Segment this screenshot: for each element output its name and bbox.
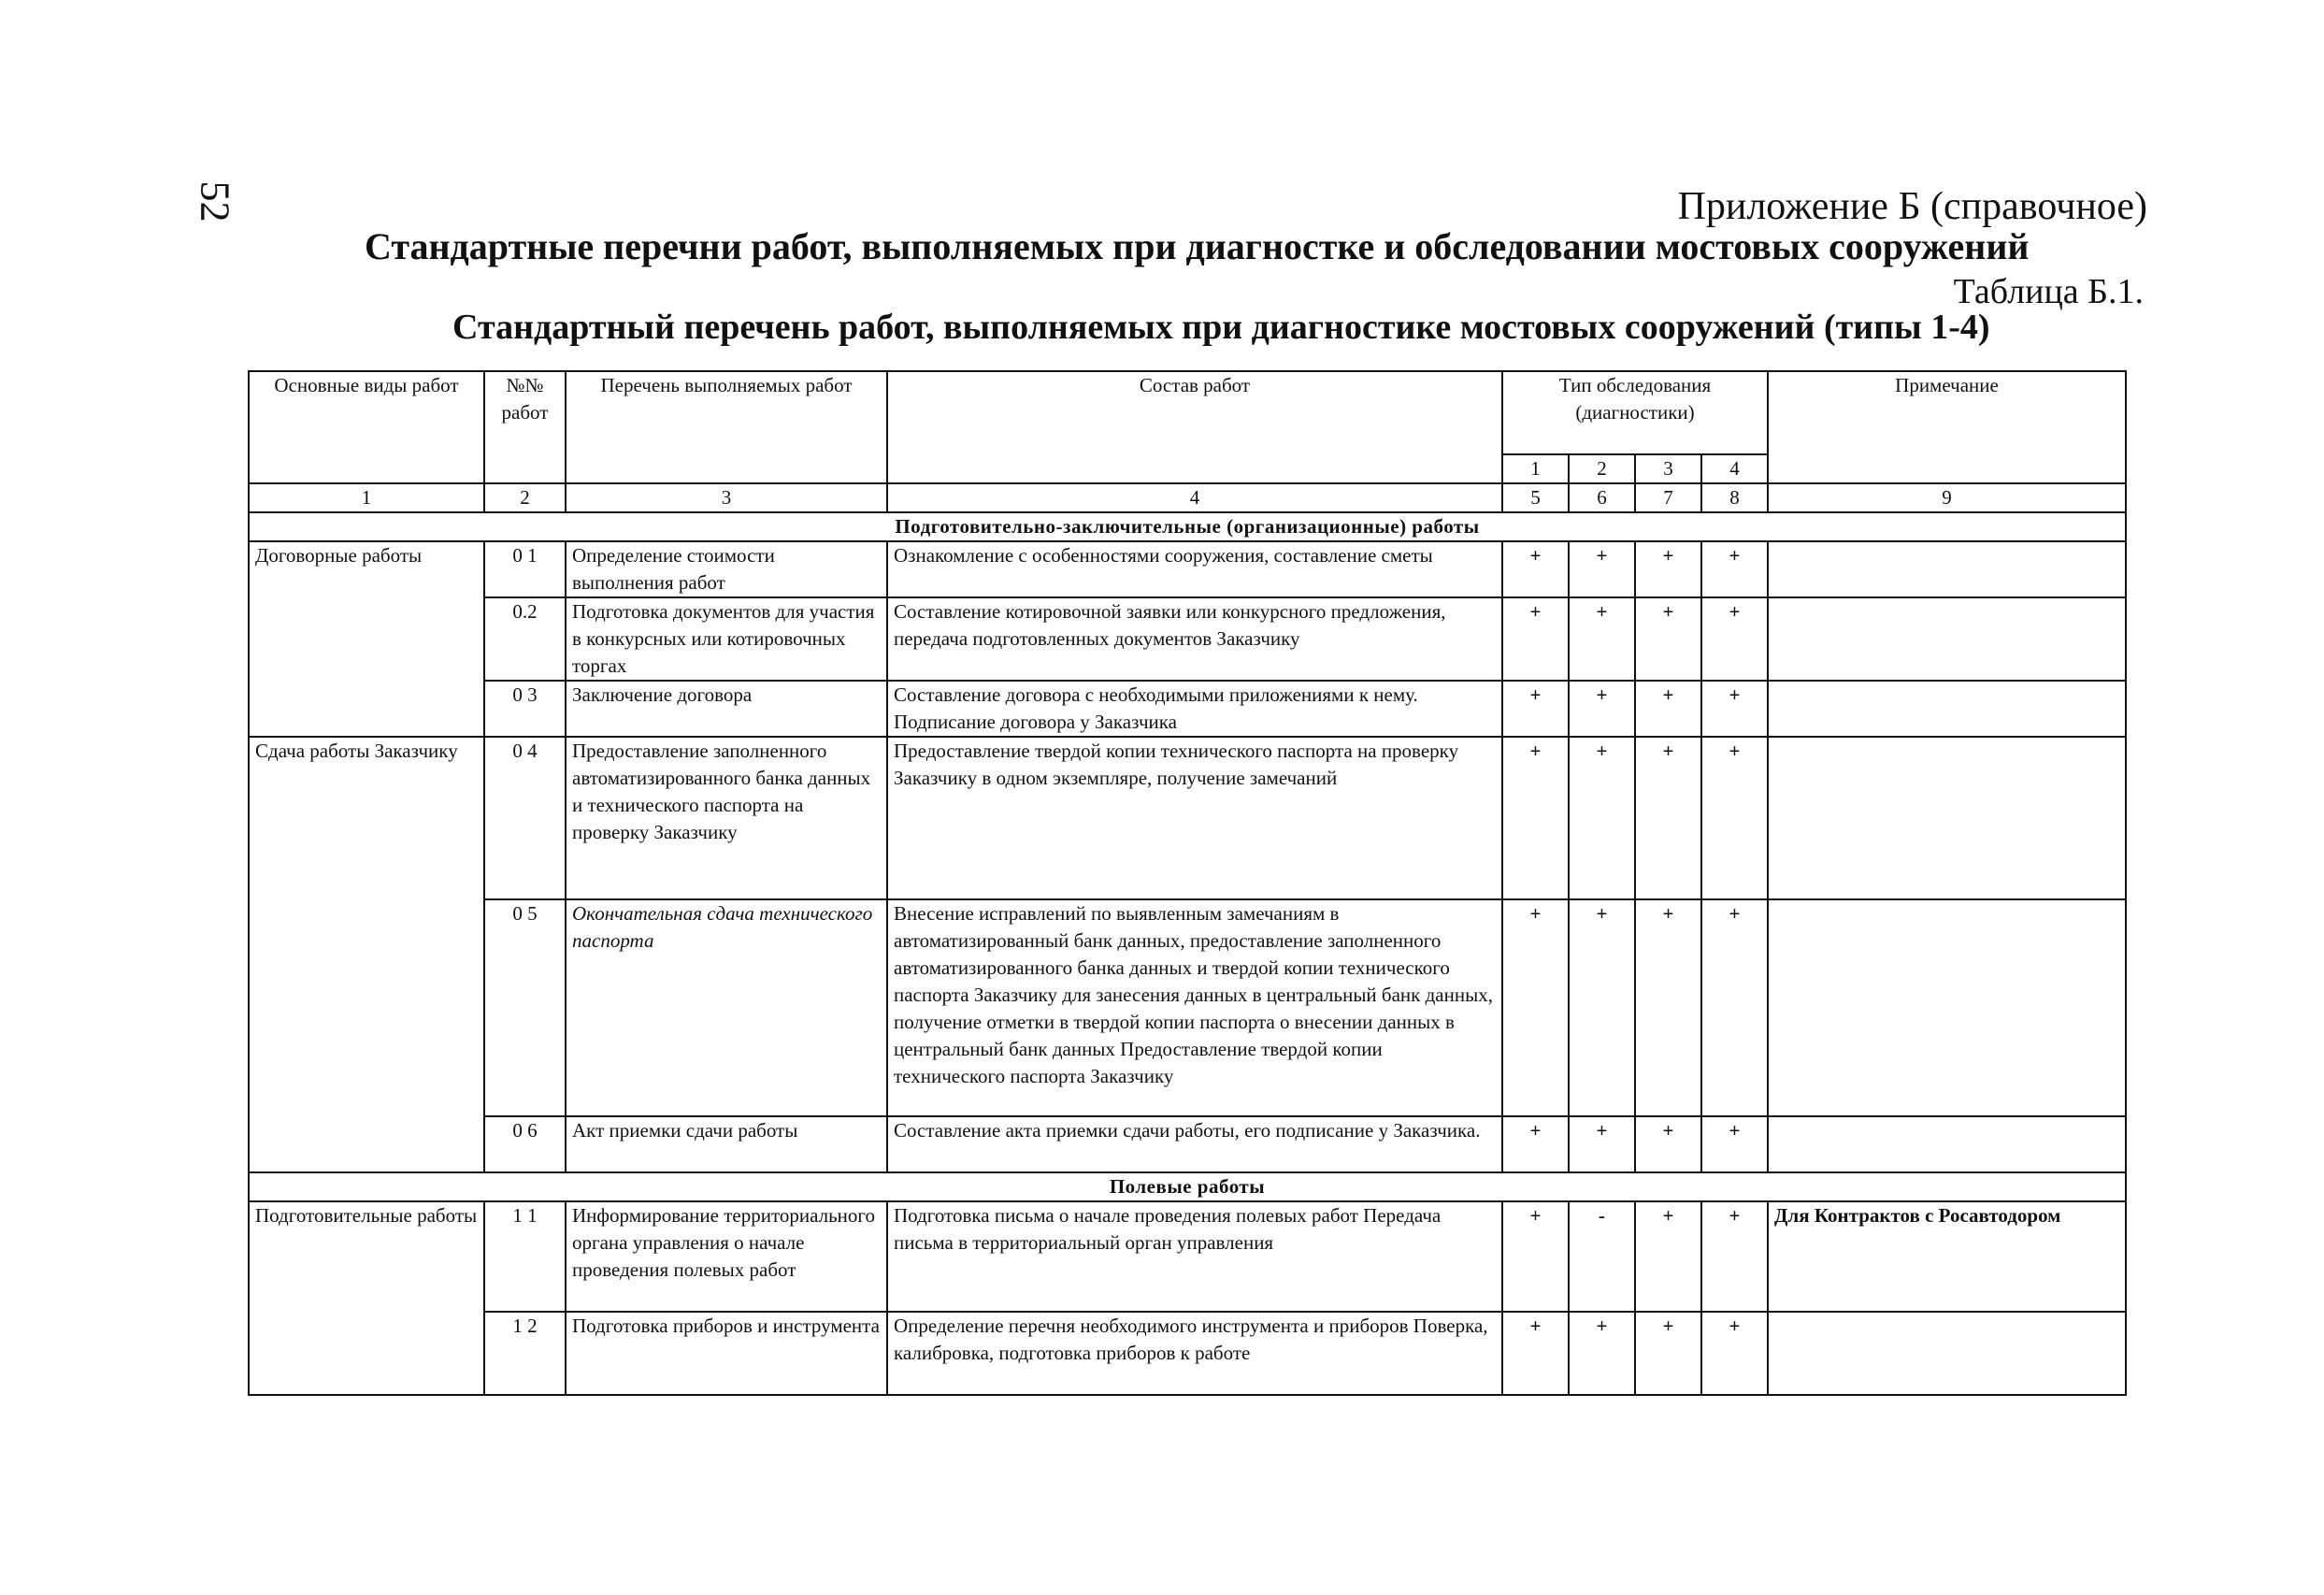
table-row <box>249 899 2126 1116</box>
work-item: Подготовка приборов и инструмента <box>566 1312 887 1395</box>
table-row <box>249 737 2126 899</box>
work-content: Составление договора с необходимыми приложениями к нему. Подписание договора у Заказчика <box>887 681 1502 737</box>
column-number: 5 <box>1502 483 1569 512</box>
type-mark: + <box>1502 597 1569 681</box>
type-mark: + <box>1569 541 1635 597</box>
work-number: 0 3 <box>484 681 566 737</box>
work-item: Информирование территориального органа управления о начале проведения полевых работ <box>566 1201 887 1312</box>
table-label: Таблица Б.1. <box>1953 272 2144 311</box>
header-work-numbers: №№ работ <box>484 371 566 483</box>
type-mark: + <box>1502 541 1569 597</box>
header-type-1: 1 <box>1502 454 1569 483</box>
work-note <box>1768 899 2126 1116</box>
header-work-content: Состав работ <box>887 371 1502 483</box>
type-mark: + <box>1569 597 1635 681</box>
table-row <box>249 1201 2126 1312</box>
work-number: 0 1 <box>484 541 566 597</box>
work-note <box>1768 1312 2126 1395</box>
type-mark: + <box>1635 737 1701 899</box>
type-mark: + <box>1701 899 1768 1116</box>
type-mark: + <box>1569 1312 1635 1395</box>
work-content: Определение перечня необходимого инструмента и приборов Поверка, калибровка, подготовка приборов к работе <box>887 1312 1502 1395</box>
work-group: Договорные работы <box>249 541 484 737</box>
type-mark: + <box>1635 1312 1701 1395</box>
type-mark: + <box>1701 681 1768 737</box>
section-title-field: Полевые работы <box>249 1172 2126 1201</box>
column-number: 3 <box>566 483 887 512</box>
column-number: 2 <box>484 483 566 512</box>
type-mark: + <box>1569 681 1635 737</box>
section-row <box>249 1172 2126 1201</box>
work-item: Предоставление заполненного автоматизированного банка данных и технического паспорта на проверку Заказчику <box>566 737 887 899</box>
work-note <box>1768 681 2126 737</box>
work-content: Подготовка письма о начале проведения полевых работ Передача письма в территориальный орган управления <box>887 1201 1502 1312</box>
table-row <box>249 597 2126 681</box>
header-type-3: 3 <box>1635 454 1701 483</box>
table-row <box>249 541 2126 597</box>
table-title: Стандартный перечень работ, выполняемых при диагностике мостовых сооружений (типы 1-4) <box>452 308 1990 347</box>
work-content: Составление котировочной заявки или конкурсного предложения, передача подготовленных документов Заказчику <box>887 597 1502 681</box>
type-mark: + <box>1502 899 1569 1116</box>
header-type-2: 2 <box>1569 454 1635 483</box>
work-number: 0 4 <box>484 737 566 899</box>
type-mark: + <box>1502 1201 1569 1312</box>
work-note <box>1768 1116 2126 1172</box>
column-number: 6 <box>1569 483 1635 512</box>
table-row <box>249 1312 2126 1395</box>
header-row <box>249 371 2126 454</box>
work-note <box>1768 737 2126 899</box>
work-content: Ознакомление с особенностями сооружения, составление сметы <box>887 541 1502 597</box>
work-content: Составление акта приемки сдачи работы, его подписание у Заказчика. <box>887 1116 1502 1172</box>
type-mark: + <box>1701 1116 1768 1172</box>
header-note: Примечание <box>1768 371 2126 483</box>
table-row <box>249 1116 2126 1172</box>
type-mark: + <box>1635 681 1701 737</box>
table-row <box>249 681 2126 737</box>
work-item: Определение стоимости выполнения работ <box>566 541 887 597</box>
work-number: 0 5 <box>484 899 566 1116</box>
section-title-organizational: Подготовительно-заключительные (организационные) работы <box>249 512 2126 541</box>
column-number: 4 <box>887 483 1502 512</box>
work-content: Предоставление твердой копии технического паспорта на проверку Заказчику в одном экземпляре, получение замечаний <box>887 737 1502 899</box>
header-main-types: Основные виды работ <box>249 371 484 483</box>
work-group: Сдача работы Заказчику <box>249 737 484 1172</box>
page-number: 52 <box>192 180 238 223</box>
type-mark: + <box>1635 899 1701 1116</box>
section-row <box>249 512 2126 541</box>
type-mark: + <box>1502 681 1569 737</box>
works-table <box>248 370 2127 1396</box>
type-mark: + <box>1701 541 1768 597</box>
work-item: Подготовка документов для участия в конкурсных или котировочных торгах <box>566 597 887 681</box>
work-item: Окончательная сдача технического паспорта <box>566 899 887 1116</box>
type-mark: + <box>1635 597 1701 681</box>
main-title: Стандартные перечни работ, выполняемых при диагностке и обследовании мостовых сооружений <box>365 225 2030 267</box>
work-number: 0.2 <box>484 597 566 681</box>
column-number: 9 <box>1768 483 2126 512</box>
type-mark: + <box>1635 541 1701 597</box>
type-mark: + <box>1502 737 1569 899</box>
appendix-label: Приложение Б (справочное) <box>1677 185 2147 228</box>
type-mark: + <box>1502 1312 1569 1395</box>
column-number: 1 <box>249 483 484 512</box>
column-number: 7 <box>1635 483 1701 512</box>
type-mark: + <box>1701 737 1768 899</box>
header-type-4: 4 <box>1701 454 1768 483</box>
type-mark: + <box>1701 597 1768 681</box>
type-mark: + <box>1635 1116 1701 1172</box>
type-mark: + <box>1569 899 1635 1116</box>
type-mark: + <box>1502 1116 1569 1172</box>
type-mark: + <box>1569 737 1635 899</box>
column-number: 8 <box>1701 483 1768 512</box>
header-work-list: Перечень выполняемых работ <box>566 371 887 483</box>
type-mark: + <box>1701 1201 1768 1312</box>
work-item: Заключение договора <box>566 681 887 737</box>
work-number: 0 6 <box>484 1116 566 1172</box>
type-mark: + <box>1701 1312 1768 1395</box>
work-item: Акт приемки сдачи работы <box>566 1116 887 1172</box>
type-mark: + <box>1635 1201 1701 1312</box>
work-note <box>1768 541 2126 597</box>
column-numbers-row <box>249 483 2126 512</box>
work-content: Внесение исправлений по выявленным замечаниям в автоматизированный банк данных, предоставление заполненного автоматизированного банка данных и твердой копии технического паспорта Заказчику для занесения данных в центральный банк данных, получение отметки в твердой копии паспорта о внесении данных в центральный банк данных Предоставление твердой копии технического паспорта Заказчику <box>887 899 1502 1116</box>
type-mark: + <box>1569 1116 1635 1172</box>
work-number: 1 1 <box>484 1201 566 1312</box>
work-group: Подготовительные работы <box>249 1201 484 1395</box>
header-inspection-type: Тип обследования (диагностики) <box>1502 371 1768 454</box>
work-note <box>1768 597 2126 681</box>
work-note: Для Контрактов с Росавтодором <box>1768 1201 2126 1312</box>
type-mark: - <box>1569 1201 1635 1312</box>
work-number: 1 2 <box>484 1312 566 1395</box>
